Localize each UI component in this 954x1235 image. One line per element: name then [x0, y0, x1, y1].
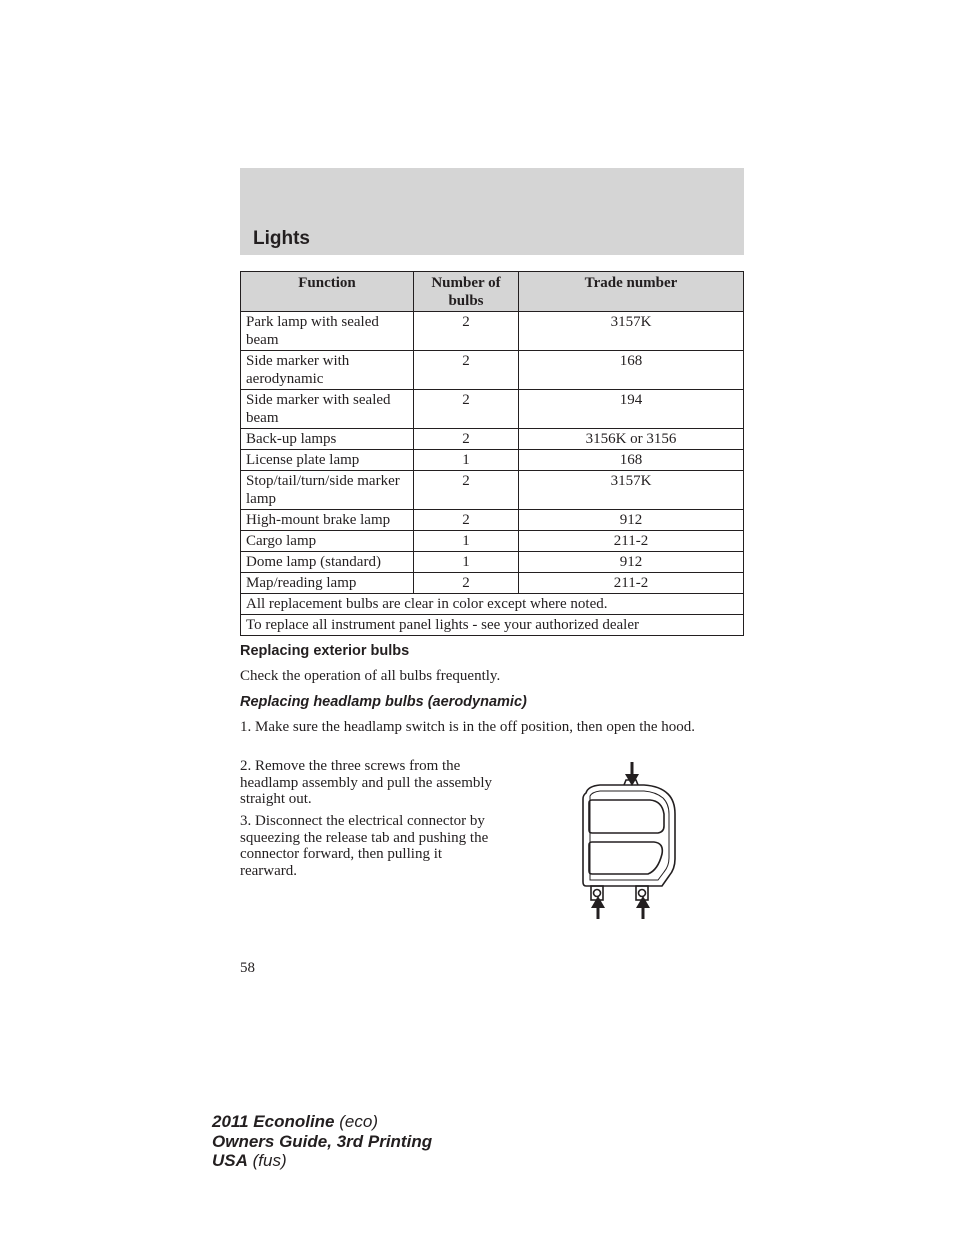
step-3: 3. Disconnect the electrical connector by squeezing the release tab and pushing the connector forward, then pulling it rearward. [240, 813, 489, 879]
column-header-function: Function [241, 272, 414, 312]
table-row [241, 471, 744, 510]
cell-number: 1 [414, 531, 519, 552]
step-2: 2. Remove the three screws from the headlamp assembly and pull the assembly straight out. [240, 758, 493, 807]
page-number: 58 [240, 960, 255, 976]
table-row [241, 429, 744, 450]
footer-line-3 [212, 1151, 432, 1171]
table-row [241, 351, 744, 390]
footer-guide: Owners Guide, 3rd Printing [212, 1131, 433, 1151]
cell-function: Park lamp with sealed beam [241, 312, 414, 351]
cell-number: 1 [414, 450, 519, 471]
table-row [241, 552, 744, 573]
cell-trade: 194 [519, 390, 744, 429]
bulb-table [240, 271, 744, 636]
table-note: To replace all instrument panel lights - see your authorized dealer [241, 615, 744, 636]
cell-number: 2 [414, 573, 519, 594]
table-note-row [241, 594, 744, 615]
cell-trade: 211-2 [519, 573, 744, 594]
footer-line-2 [212, 1132, 432, 1152]
table-note: All replacement bulbs are clear in color except where noted. [241, 594, 744, 615]
table-row [241, 510, 744, 531]
footer-market: USA [212, 1151, 248, 1170]
footer-line-1 [212, 1112, 432, 1132]
column-header-trade: Trade number [519, 272, 744, 312]
cell-function: Back-up lamps [241, 429, 414, 450]
cell-trade: 168 [519, 450, 744, 471]
footer-model-code: (eco) [339, 1112, 378, 1131]
step-1: 1. Make sure the headlamp switch is in the off position, then open the hood. [240, 719, 696, 735]
table-header-row [241, 272, 744, 312]
table-row [241, 450, 744, 471]
column-header-number: Number of bulbs [414, 272, 519, 312]
cell-number: 2 [414, 429, 519, 450]
cell-function: Dome lamp (standard) [241, 552, 414, 573]
cell-number: 2 [414, 351, 519, 390]
intro-text: Check the operation of all bulbs frequently. [240, 668, 501, 684]
cell-function: Side marker with aerodynamic [241, 351, 414, 390]
cell-number: 2 [414, 471, 519, 510]
cell-trade: 168 [519, 351, 744, 390]
cell-function: Stop/tail/turn/side marker lamp [241, 471, 414, 510]
cell-function: License plate lamp [241, 450, 414, 471]
cell-number: 2 [414, 390, 519, 429]
cell-trade: 3156K or 3156 [519, 429, 744, 450]
footer-model: 2011 Econoline [212, 1112, 335, 1131]
cell-function: High-mount brake lamp [241, 510, 414, 531]
cell-trade: 912 [519, 510, 744, 531]
section-heading: Replacing exterior bulbs [240, 643, 410, 659]
footer-market-code: (fus) [252, 1151, 287, 1170]
cell-function: Map/reading lamp [241, 573, 414, 594]
cell-trade: 912 [519, 552, 744, 573]
table-row [241, 573, 744, 594]
table-row [241, 531, 744, 552]
section-header-band [240, 168, 744, 255]
section-title: Lights [253, 228, 310, 249]
cell-number: 1 [414, 552, 519, 573]
cell-trade: 211-2 [519, 531, 744, 552]
cell-number: 2 [414, 510, 519, 531]
cell-function: Side marker with sealed beam [241, 390, 414, 429]
document-footer [212, 1112, 432, 1171]
cell-trade: 3157K [519, 312, 744, 351]
subsection-heading: Replacing headlamp bulbs (aerodynamic) [240, 694, 527, 710]
cell-trade: 3157K [519, 471, 744, 510]
headlamp-assembly-illustration-icon [574, 756, 684, 924]
cell-function: Cargo lamp [241, 531, 414, 552]
table-row [241, 312, 744, 351]
table-note-row [241, 615, 744, 636]
cell-number: 2 [414, 312, 519, 351]
table-row [241, 390, 744, 429]
